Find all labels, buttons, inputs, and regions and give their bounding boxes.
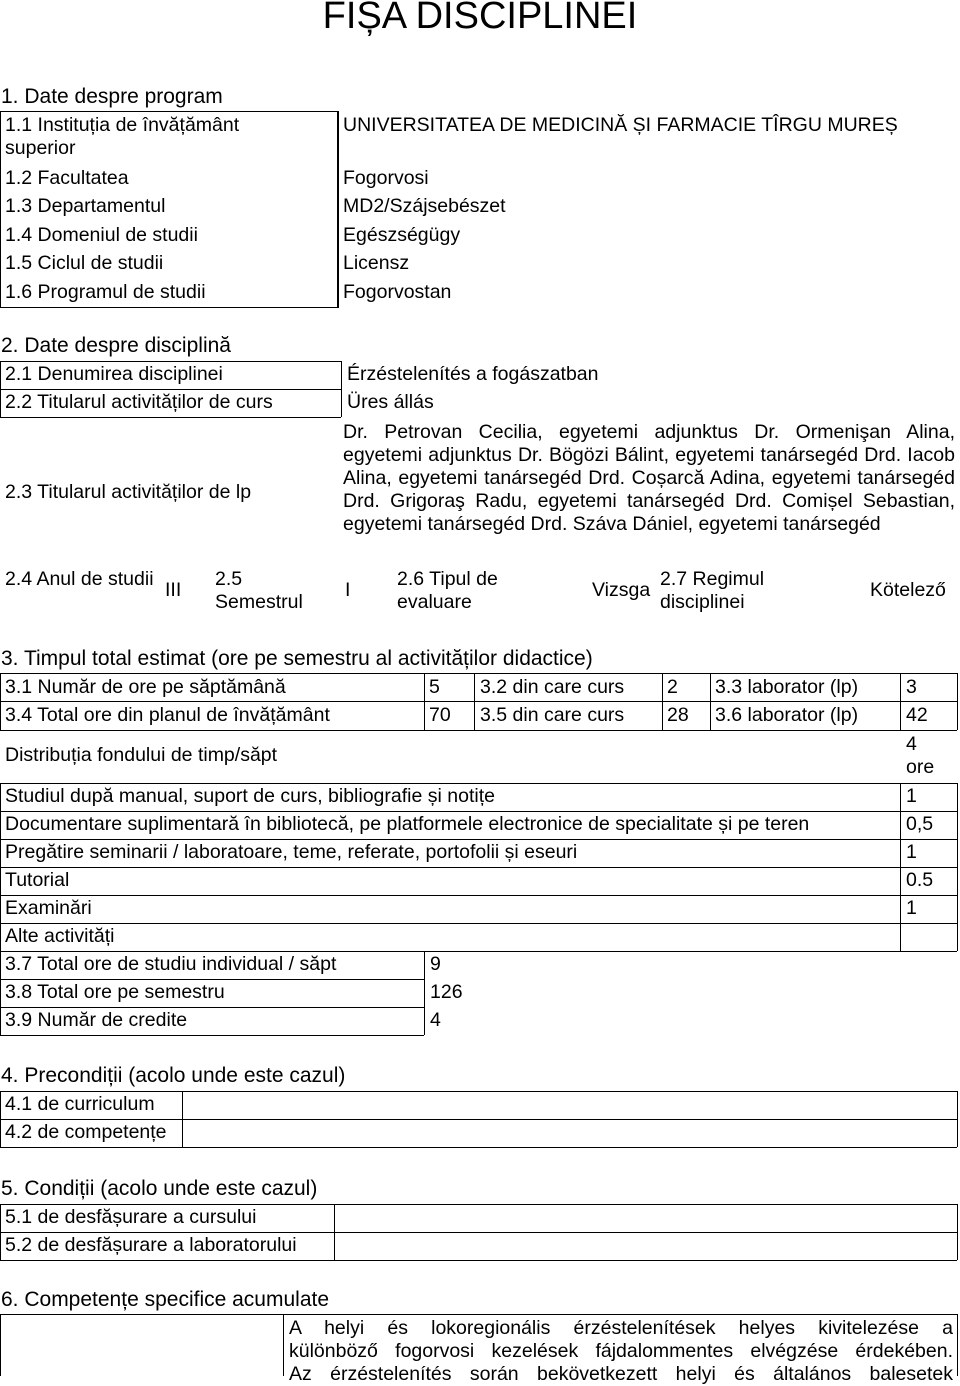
section-5-heading: 5. Condiții (acolo unde este cazul) (1, 1177, 318, 1200)
total-semester-label: 3.8 Total ore pe semestru (5, 981, 225, 1003)
rule (0, 867, 957, 868)
activity-documentation-label: Documentare suplimentară în bibliotecă, pe platformele electronice de specialitate și pe teren (5, 813, 810, 835)
lp-holder-label: 2.3 Titularul activităților de lp (5, 481, 252, 503)
rule (0, 730, 957, 731)
program-label-department: 1.3 Departamentul (5, 195, 166, 217)
program-value-faculty: Fogorvosi (343, 167, 429, 189)
regime-label: 2.7 Regimul disciplinei (660, 568, 765, 613)
lp-holder-value: Dr. Petrovan Cecilia, egyetemi adjunktus Dr. Ormenişan Alina, egyetemi adjunktus Dr. Bögözi Bálint, egyetemi tanársegéd Drd. Iacob Alina, egyetemi tanársegéd Drd. Coșarcă Adina, egyetemi tanársegéd Drd. Grigoraş Radu, egyetemi tanársegéd Drd. Comișel Sebastian, egyetemi tanársegéd Drd. Száva Dániel, egyetemi tanársegéd (343, 421, 955, 535)
weekly-lab-value: 3 (906, 676, 917, 698)
rule (957, 1204, 958, 1260)
credits-label: 3.9 Număr de credite (5, 1009, 188, 1031)
competence-line-2: különböző fogorvosi kezelések fájdalommentes elvégzése érdekében. (289, 1340, 953, 1362)
rule (0, 1119, 957, 1120)
activity-preparation-value: 1 (906, 841, 917, 863)
activity-exams-value: 1 (906, 897, 917, 919)
rule (0, 783, 1, 951)
total-course-value: 28 (667, 704, 689, 726)
rule (0, 1091, 1, 1147)
rule (0, 361, 341, 362)
rule (0, 1035, 424, 1036)
competence-line-3: Az érzéstelenítés során bekövetkezett helyi és általános balesetek (289, 1363, 953, 1385)
program-value-domain: Egészségügy (343, 224, 461, 246)
rule (424, 951, 425, 1035)
rule (0, 1232, 957, 1233)
rule (341, 361, 342, 417)
rule (0, 1147, 957, 1148)
activity-exams-label: Examinări (5, 897, 92, 919)
weekly-hours-value: 5 (429, 676, 440, 698)
activity-other-label: Alte activități (5, 925, 115, 947)
total-individual-label: 3.7 Total ore de studiu individual / săpt (5, 953, 337, 975)
year-value: III (165, 579, 182, 601)
semester-value: I (345, 579, 351, 601)
total-course-label: 3.5 din care curs (480, 704, 625, 726)
total-lab-label: 3.6 laborator (lp) (715, 704, 859, 726)
section-3-heading: 3. Timpul total estimat (ore pe semestru al activităților didactice) (1, 647, 593, 670)
rule (957, 1314, 958, 1376)
program-divider (337, 111, 338, 308)
activity-tutorial-value: 0.5 (906, 869, 934, 891)
time-distribution-unit: 4 (906, 733, 917, 755)
total-hours-value: 70 (429, 704, 451, 726)
rule (710, 673, 711, 730)
rule (0, 923, 957, 924)
course-holder-label: 2.2 Titularul activităților de curs (5, 391, 273, 413)
rule (0, 811, 957, 812)
total-semester-value: 126 (430, 981, 463, 1003)
weekly-course-label: 3.2 din care curs (480, 676, 625, 698)
rule (0, 951, 1, 1035)
rule (0, 979, 424, 980)
section-2-heading: 2. Date despre disciplină (1, 334, 231, 357)
time-distribution-unit: ore (906, 756, 935, 778)
total-lab-value: 42 (906, 704, 928, 726)
section-6-heading: 6. Competențe specifice acumulate (1, 1288, 330, 1311)
section-1-heading: 1. Date despre program (1, 85, 223, 108)
total-individual-value: 9 (430, 953, 441, 975)
page-title: FIȘA DISCIPLINEI (322, 0, 638, 37)
rule (0, 1204, 1, 1260)
rule (957, 673, 958, 730)
activity-tutorial-label: Tutorial (5, 869, 70, 891)
rule (0, 1314, 957, 1315)
activity-study-label: Studiul după manual, suport de curs, bibliografie și notițe (5, 785, 495, 807)
rule (334, 1204, 335, 1260)
rule (0, 895, 957, 896)
discipline-name-value: Érzéstelenítés a fogászatban (347, 363, 599, 385)
course-holder-value: Üres állás (347, 391, 434, 413)
program-value-cycle: Licensz (343, 252, 410, 274)
rule (0, 417, 341, 418)
rule (0, 951, 957, 952)
discipline-name-label: 2.1 Denumirea disciplinei (5, 363, 223, 385)
rule (0, 1314, 1, 1376)
rule (0, 701, 957, 702)
semester-label: 2.5 Semestrul (215, 568, 303, 613)
program-value-programme: Fogorvostan (343, 281, 452, 303)
program-value-department: MD2/Szájsebészet (343, 195, 506, 217)
rule (0, 1091, 957, 1092)
rule (0, 1204, 957, 1205)
condition-course: 5.1 de desfășurare a cursului (5, 1206, 257, 1228)
condition-laboratory: 5.2 de desfășurare a laboratorului (5, 1234, 297, 1256)
competence-line-1: A helyi és lokoregionális érzéstelenítések helyes kivitelezése a (289, 1317, 953, 1339)
weekly-hours-label: 3.1 Număr de ore pe săptămână (5, 676, 286, 698)
rule (957, 783, 958, 951)
precondition-curriculum: 4.1 de curriculum (5, 1093, 155, 1115)
program-label-programme: 1.6 Programul de studii (5, 281, 206, 303)
regime-value: Kötelező (870, 579, 946, 601)
total-hours-label: 3.4 Total ore din planul de învățământ (5, 704, 330, 726)
credits-value: 4 (430, 1009, 441, 1031)
year-label: 2.4 Anul de studii (5, 568, 154, 590)
rule (424, 673, 425, 730)
weekly-lab-label: 3.3 laborator (lp) (715, 676, 859, 698)
rule (0, 1260, 957, 1261)
evaluation-value: Vizsga (592, 579, 651, 601)
program-value-institution: UNIVERSITATEA DE MEDICINĂ ȘI FARMACIE TÎRGU MUREȘ (343, 114, 898, 136)
activity-study-value: 1 (906, 785, 917, 807)
rule (662, 673, 663, 730)
section-4-heading: 4. Precondiții (acolo unde este cazul) (1, 1064, 346, 1087)
rule (0, 673, 957, 674)
rule (0, 673, 1, 730)
rule (182, 1091, 183, 1147)
program-label-institution: 1.1 Instituția de învățământ superior (5, 114, 240, 159)
rule (900, 673, 901, 730)
weekly-course-value: 2 (667, 676, 678, 698)
evaluation-label: 2.6 Tipul de evaluare (397, 568, 498, 613)
rule (0, 389, 341, 390)
activity-preparation-label: Pregătire seminarii / laboratoare, teme, referate, portofolii și eseuri (5, 841, 578, 863)
precondition-competences: 4.2 de competențe (5, 1121, 167, 1143)
rule (474, 673, 475, 730)
program-label-faculty: 1.2 Facultatea (5, 167, 129, 189)
rule (0, 783, 957, 784)
rule (0, 839, 957, 840)
program-label-cycle: 1.5 Ciclul de studii (5, 252, 164, 274)
activity-documentation-value: 0,5 (906, 813, 934, 835)
rule (0, 1007, 424, 1008)
rule (900, 783, 901, 951)
rule (957, 1091, 958, 1147)
time-distribution-label: Distribuția fondului de timp/săpt (5, 744, 278, 766)
rule (283, 1314, 284, 1376)
program-label-domain: 1.4 Domeniul de studii (5, 224, 198, 246)
